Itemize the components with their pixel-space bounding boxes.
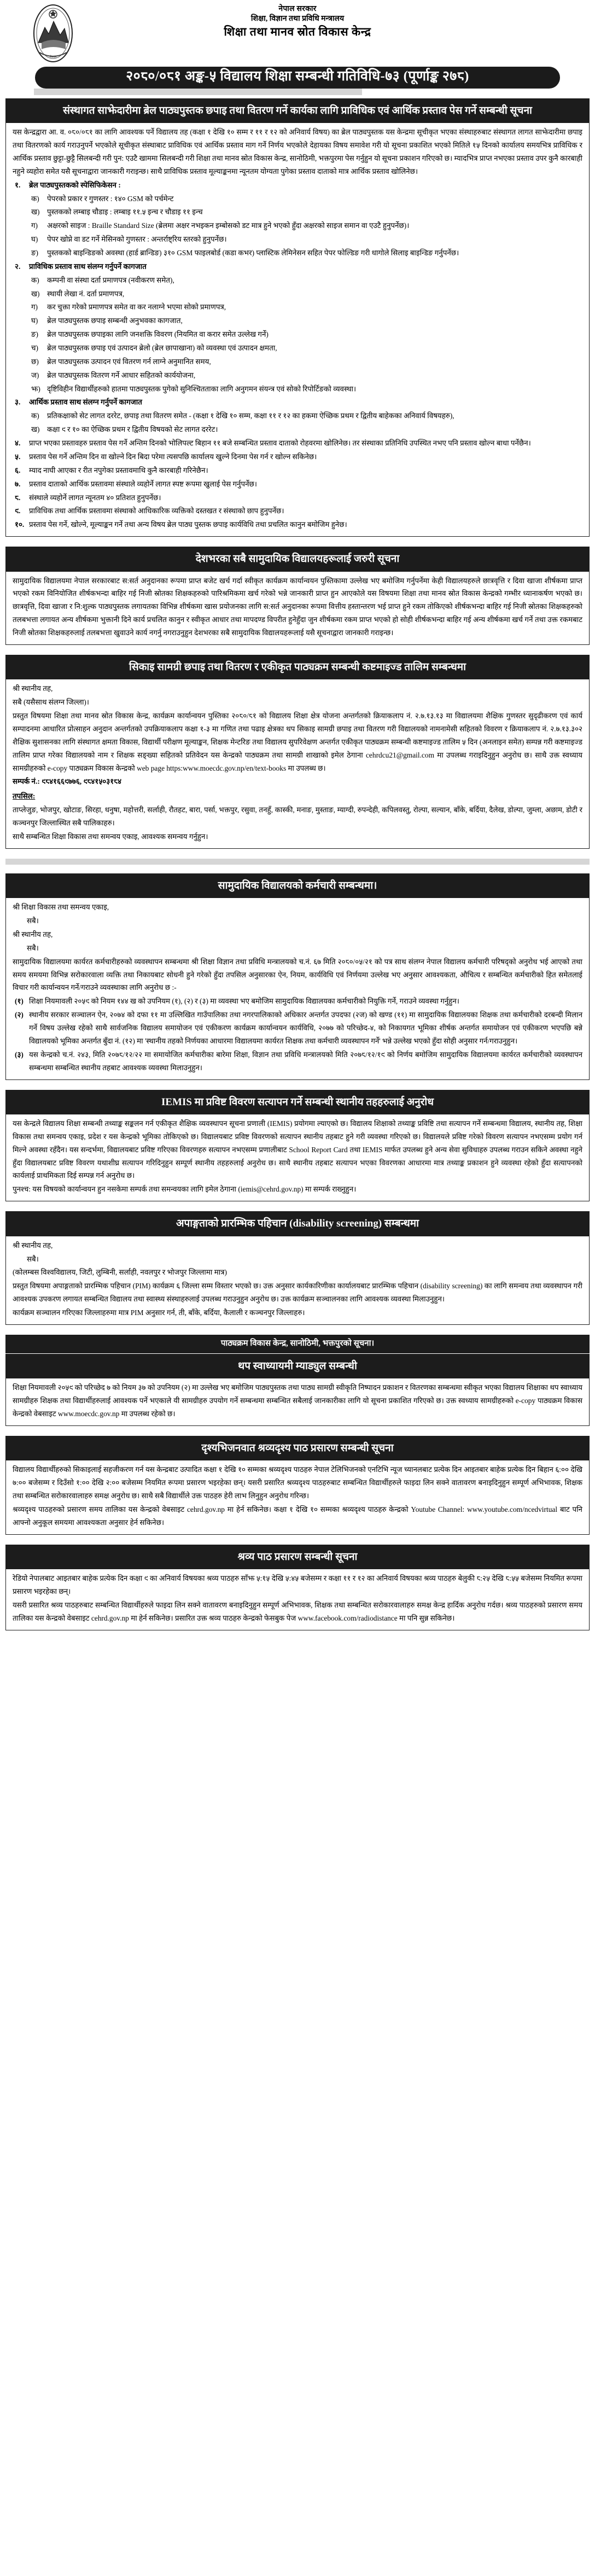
notice-footnote: पुनश्च: यस विषयको कार्यान्वयन हुन नसकेमा सम्पर्क तथा समन्वयका लागि इमेल ठेगाना (iemis@cehrd.gov.np) मा सम्पर्क राख्नुहुन। (13, 1185, 357, 1194)
list-item (13, 301, 582, 314)
notice-body (5, 679, 590, 848)
tapasil-heading (13, 789, 582, 803)
list-marker: घ) (31, 316, 38, 325)
list-text: ब्रेल पाठ्यपुस्तक वितरण गर्ने आधार सहितको कार्ययोजना, (47, 371, 196, 379)
list-item (13, 369, 582, 382)
list-text: कक्षा ९ र १० का ऐच्छिक प्रथम र द्वितीय विषयको सेट लागत दररेट। (47, 425, 218, 434)
list-item (13, 518, 582, 531)
notice-body (5, 1114, 590, 1201)
notice-title: अपाङ्गताको प्रारम्भिक पहिचान (disability screening) सम्बन्धमा (5, 1211, 590, 1236)
list-text: कर चुक्ता गरेको प्रमाणपत्र समेत वा कर नलाग्ने भएमा सोको प्रमाणपत्र, (47, 303, 226, 312)
list-item (13, 383, 582, 396)
list-item (13, 478, 582, 491)
list-item (13, 219, 582, 232)
notice-iemis (5, 1090, 590, 1202)
issue-title-bar: २०८०/०८१ अङ्क-५ विद्यालय शिक्षा सम्बन्धी गतिविधि-७३ (पूर्णाङ्क २७८) (35, 67, 560, 89)
list-marker: (२) (15, 1011, 24, 1019)
list-item (13, 192, 582, 206)
notice-body (5, 1236, 590, 1325)
list-text: स्थायी लेखा नं. दर्ता प्रमाणपत्र, (47, 289, 125, 298)
notice-self-evaluation (5, 1335, 590, 1426)
list-marker: १. (15, 180, 21, 189)
list-marker: (१) (15, 997, 24, 1006)
section-divider (5, 859, 590, 865)
list-item (13, 179, 582, 192)
list-item (13, 1048, 582, 1075)
list-item (13, 328, 582, 341)
decorative-strip (34, 89, 362, 95)
list-item (13, 396, 582, 409)
notice-paragraph: प्रस्तुत विषयमा शिक्षा तथा मानव स्रोत विकास केन्द्र, कार्यक्रम कार्यान्वयन पुस्तिका २०८०/८१ को विद्यालय शिक्षा क्षेत्र योजना अन्तर्गतको क्रियाकलाप नं. २.७.१३.१३ मा विद्यालयमा शैक्षिक गुणस्तर सुदृढीकरण एवं कार्य सम्पादनमा आधारित प्रोत्साहन अनुदान अन्तर्गतको उपक्रियाकलाप कक्षा १-३ मा गणित तथा पढाइ क्षेत्रका थप सिकाइ सामग्री छपाइ तथा वितरण गरी विद्यालयको नामनामेसी सहितको विवरण र क्रियाकलाप नं. २.७.१३.३०२ शैक्षिक सुशासनका लागि संस्थागत क्षमता विकास, विद्यार्थी परीक्षण मूल्याङ्कन, शिक्षक मेन्टरिङ तथा विद्यालय सुपरिवेक्षण अन्तर्गत एकीकृत पाठ्यक्रम सम्बन्धी कष्टमाइज्ड तालिम ५ दिन (अनलाइन समेत) सम्पन्न गरी कष्टमाइज्ड तालिम प्राप्त गरेका विद्यालयको नाम र शिक्षक सङ्ख्या सहितको प्रतिवेदन यस केन्द्रको पाठ्यक्रम तथा सामग्री शाखाको इमेल ठेगाना cehrdcu21@gmail.com मा उपलब्ध गराइदिनुहुन अनुरोध छ। साथै उक्त स्वध्याय सामग्रीहरुको e-copy पाठ्यक्रम विकास केन्द्रको web page https:www.moecdc.gov.np/en/text-books मा उपलब्ध छ। (13, 712, 582, 772)
list-item (13, 1008, 582, 1048)
center-name: शिक्षा तथा मानव स्रोत विकास केन्द्र (224, 25, 371, 38)
notice-paragraph: (कोलम्बस विश्वविद्यालय, जिटी, लुम्बिनी, सर्लाही, नवलपुर र भोजपुर जिल्लामा मात्र) (13, 1268, 228, 1277)
list-marker: ग) (31, 221, 38, 230)
notice-paragraph: शिक्षा नियमावली २०५९ को परिच्छेद ७ को नियम ३७ को उपनियम (२) मा उल्लेख भए बमोजिम पाठ्यपुस्तक तथा पाठ्य सामग्री स्वीकृति निष्पादन प्रकाशन र वितरणका सम्बन्धमा स्वीकृत भएका विद्यालय शिक्षाका थप स्वाध्याय सामग्रीहरु शिक्षक तथा विद्यार्थीहरुलाई आवश्यक पर्ने भएकाले यी सामग्रीहरु उपयोग गर्ने सम्बन्धमा सम्बन्धित सबैलाई जानकारीका लागि यो सूचना प्रकाशित गरिएको छ। उक्त स्वध्याय सामग्रीहरुको e-copy पाठ्यक्रम विकास केन्द्रको वेबसाइट www.moecdc.gov.np मा उपलब्ध रहेको छ। (13, 1383, 582, 1418)
notice-title: दृश्यभिजनवात श्रव्यदृश्य पाठ प्रसारण सम्बन्धी सूचना (5, 1436, 590, 1461)
list-item (13, 247, 582, 260)
list-text: प्राविधिक तथा आर्थिक प्रस्तावमा संस्थाको आधिकारिक व्यक्तिको दस्तखत र संस्थाको छाप हुनुपर्नेछ। (29, 507, 284, 515)
list-marker: ९. (15, 507, 21, 515)
list-marker: क) (31, 412, 39, 420)
list-text: स्थानीय सरकार सञ्चालन ऐन, २०७४ को दफा ११ मा उल्लिखित गाउँपालिका तथा नगरपालिकाको अधिकार अन्तर्गत उपदफा (२ज) को खण्ड (११) मा सामुदायिक विद्यालयका शिक्षक तथा कर्मचारीको दरबन्दी मिलान गर्ने विषय उल्लेख रहेको साथै सार्वजनिक विद्यालय समायोजन एवं एकीकरण कार्यक्रम कार्यान्वयन कार्यविधि, २०७७ को परिच्छेद-४, को निकायगत भूमिका शीर्षक अन्तर्गत समायोजन एवं एकीकरण भएपछि बन्ने विद्यालयको भूमिका अन्तर्गत बुँदा नं. (१२) मा 'स्थानीय तहको निर्णयका आधारमा विद्यालयमा कार्यरत शिक्षक तथा कर्मचारी व्यवस्थापन गर्ने' भन्ने उल्लेख भएको हुँदा सोही अनुसार गर्न/गराउनुहुन। (29, 1011, 582, 1045)
list-marker: घ) (31, 235, 38, 244)
list-item (13, 342, 582, 355)
notice-paragraph: यस केन्द्रद्वारा आ. व. ०८०/०८१ का लागि आवश्यक पर्ने विद्यालय तह (कक्षा १ देखि १० सम्म र ११ र १२ को अनिवार्य विषय) का ब्रेल पाठ्यपुस्तक यस केन्द्रमा सूचीकृत भएका संस्थाहरुबाट संस्थागत लागत साझेदारीमा छपाइ तथा वितरणको कार्य गराउनुपर्ने भएकोले सूचीकृत संस्थाबाट प्राविधिक एवं आर्थिक प्रस्ताव माग गर्ने निर्णय भएकोले देहायका विषय समावेश गरी यो सूचना प्रकाशित भएको मितिले १५ दिनको कार्यालय समयभित्र प्राविधिक र आर्थिक प्रस्ताव छुट्टा-छुट्टै सिलबन्दी गरी पुन: एउटै खाममा सिलबन्दी गरी शिक्षा तथा मानव स्रोत विकास केन्द्र, सानोठिमी, भक्तपुरमा पेस गर्नुहुन यो सूचना प्रकाशन गरिएको छ। म्यादभित्र प्राप्त नभएका प्रस्ताव उपर कुनै कारबाही नहुने व्यहोरा समेत यसै सूचनाद्वारा जानकारी गराइन्छ। साथै प्राविधिक प्रस्ताव मूल्याङ्कनमा न्यूनतम योग्यता पुगेका प्रस्ताव दाताको मात्र आर्थिक प्रस्ताव खोलिनेछ। (13, 128, 582, 175)
list-text: ब्रेल पाठ्यपुस्तक उत्पादन एवं वितरण गर्न लाग्ने अनुमानित समय, (47, 357, 211, 366)
list-marker: क) (31, 275, 39, 284)
list-marker: ख) (31, 289, 40, 298)
nepal-emblem-icon (32, 3, 74, 63)
list-marker: ख) (31, 425, 40, 434)
list-text: संस्थाले व्यहोर्ने लागत न्यूनतम ४० प्रतिशत हुनुपर्नेछ। (29, 493, 161, 502)
closing-line: साथै सम्बन्धित शिक्षा विकास तथा समन्वय एकाइ, आवश्यक समन्वय गर्नुहुन। (13, 832, 208, 841)
list-text: प्रतिकक्षाको सेट लागत दररेट, छपाइ तथा वितरण समेत - (कक्षा १ देखि १० सम्म, कक्षा ११ र १२ का हकमा ऐच्छिक प्रथम र द्वितीय बाहेकका अनिवार्य विषयहरु), (47, 412, 454, 420)
list-text: ब्रेल पाठ्यपुस्तक छपाइ एवं उत्पादन ब्रेलो (ब्रेल छापाखाना) को व्यवस्था एवं उत्पादन क्षमता, (47, 344, 277, 353)
list-marker: ङ) (31, 330, 38, 339)
list-marker: ८. (15, 493, 21, 502)
list-marker: ङ) (31, 249, 38, 257)
list-item (13, 206, 582, 219)
list-marker: ५. (15, 452, 21, 461)
addressee-line: श्री स्थानीय तह, (13, 930, 53, 939)
list-text: दृष्टिविहीन विद्यार्थीहरुको हातमा पाठ्यपुस्तक पुगेको सुनिश्चितताका लागि अनुगमन संयन्त्र एवं सोको रिपोर्टिङको व्यवस्था। (47, 384, 357, 393)
notice-body (5, 1460, 590, 1534)
list-text: शिक्षा नियमावली २०५९ को नियम १४४ ख को उपनियम (१), (२) र (३) मा व्यवस्था भए बमोजिम सामुदायिक विद्यालयका कर्मचारीको नियुक्ति गर्ने, गराउने व्यवस्था गर्नुहुन। (29, 997, 459, 1006)
contact-number: सम्पर्क नं.: ९८४१६६९७७६, ९८४१५०३१८४ (13, 777, 122, 786)
list-marker: (३) (15, 1050, 24, 1059)
notice-paragraph: विद्यालय विद्यार्थीहरुको सिकाइलाई सहजीकरण गर्न यस केन्द्रबाट उत्पादित कक्षा १ देखि १० सम्मका श्रव्यदृश्य पाठहरु नेपाल टेलिभिजनको एनटिभि न्यूज च्यानलबाट प्रत्येक दिन आइतबार बाहेक प्रत्येक दिन बिहान ६:०० देखि ७:०० बजेसम्म र दिउँसो १:०० देखि २:०० बजेसम्म नियमित रूपमा प्रसारण भइरहेका छन्। यसरी प्रसारित श्रव्यदृश्य पाठहरुबाट सम्बन्धित विद्यार्थीहरुले फाइदा लिन सक्ने वातावरण बनाइदिनुहुन सम्पूर्ण अभिभावक, शिक्षक तथा सम्बन्धित सरोकारवालाहरु समक्ष अनुरोध छ। साथै सबै विद्यार्थीले उक्त पाठहरु हेरी लाभ लिनुहुन अनुरोध गरिन्छ। (13, 1465, 582, 1500)
notice-paragraph: रेडियो नेपालबाट आइतबार बाहेक प्रत्येक दिन कक्षा ९ का अनिवार्य विषयका श्रव्य पाठहरु साँझ ५:१५ देखि ५:४५ बजेसम्म र कक्षा ११ र १२ का अनिवार्य विषयका श्रव्य पाठहरु बेलुकी ८:२५ देखि ८:५५ बजेसम्म नियमित रूपमा प्रसारण भइरहेका छन्। (13, 1574, 582, 1596)
list-text: ब्रेल पाठ्यपुस्तक छपाइका लागि जनशक्ति विवरण (नियमित वा करार समेत उल्लेख गर्ने) (47, 330, 269, 339)
addressee-line: सबै। (27, 917, 39, 925)
list-item (13, 423, 582, 436)
notice-body (5, 123, 590, 537)
list-marker: ७. (15, 479, 21, 488)
notice-paragraph: प्रस्तुत विषयमा अपाङ्गताको प्रारम्भिक पहिचान (PIM) कार्यक्रम ६ जिल्ला सम्म विस्तार भएको छ। उक्त अनुसार कार्यकारिणीका कार्यालयबाट प्रारम्भिक पहिचान (disability screening) का लागि समन्वय तथा व्यवस्थापन गरी आवश्यक उपकरण लगायत सम्बन्धित विद्यालय तथा स्वास्थ्य संस्थाहरुलाई उपलब्ध गराउनुहुन अनुरोध छ। उक्त कार्यक्रम सञ्चालनका लागि आवश्यक व्यवस्था मिलाउनुहुन। (13, 1282, 582, 1304)
list-text: म्याद नाघी आएका र रीत नपुगेका प्रस्तावमाथि कुनै कारबाही गरिनेछैन। (29, 466, 208, 474)
list-item (13, 355, 582, 368)
notice-body (5, 1378, 590, 1426)
list-item (13, 274, 582, 287)
notice-title: सामुदायिक विद्यालयको कर्मचारी सम्बन्धमा। (5, 873, 590, 899)
list-marker: च) (31, 344, 38, 353)
list-text: प्रस्ताव पेस गर्ने अन्तिम दिन वा खोल्ने दिन बिदा परेमा त्यसपछि कार्यालय खुल्ने दिनमा पेस गर्न र खोल्न सकिनेछ। (29, 452, 317, 461)
notice-audio-broadcast (5, 1545, 590, 1630)
list-marker: ३. (15, 398, 21, 407)
list-marker: १०. (15, 520, 25, 529)
list-marker: झ) (31, 384, 40, 393)
notice-community-school-budget (5, 547, 590, 645)
list-text: प्रस्ताव दाताको आर्थिक प्रस्तावमा संस्थाले व्यहोर्ने लागत स्पष्ट रूपमा खुलाई पेस गर्नुपर्नेछ। (29, 479, 257, 488)
list-text: प्रस्ताव पेस गर्ने, खोल्ने, मूल्याङ्कन गर्ने तथा अन्य विषय ब्रेल पाठ्य पुस्तक छपाइ कार्यविधि तथा प्रचलित कानुन बमोजिम हुनेछ। (29, 520, 347, 529)
list-text: प्राप्त भएका प्रस्तावहरु प्रस्ताव पेस गर्ने अन्तिम दिनको भोलिपल्ट बिहान ११ बजे सम्बन्धित प्रस्ताव दाताको रोहवरमा खोलिनेछ। तर संस्थाका प्रतिनिधि उपस्थित नभए पनि प्रस्ताव खोल्न बाधा पर्नेछैन। (29, 439, 531, 448)
list-item (13, 504, 582, 518)
notice-paragraph: यस केन्द्रले विद्यालय शिक्षा सम्बन्धी तथ्याङ्क सङ्कलन गर्न एकीकृत शैक्षिक व्यवस्थापन सूचना प्रणाली (IEMIS) प्रयोगमा ल्याएको छ। विद्यालय शिक्षाको तथ्याङ्क प्रविष्टि तथा सत्यापन गर्ने सम्बन्धमा विद्यालय, स्थानीय तह, शिक्षा विकास तथा समन्वय एकाइ, प्रदेश र यस केन्द्रको भूमिका तोकिएको छ। विद्यालयबाट प्रविष्ट विवरणको सत्यापन स्थानीय तहबाट हुने गरी व्यवस्था गरिएको छ। विद्यालयले प्रविष्ट गरेको विवरण सत्यापन नभएसम्म प्रयोग गर्न मिल्ने अवस्था रहँदैन। यस सन्दर्भमा, विद्यालयबाट प्रविष्ट गरिएका विवरणहरु सत्यापन नभएसम्म प्रणालीबाट School Report Card तथा IEMIS मार्फत उपलब्ध हुने अन्य सेवा सुविधाहरु उपलब्ध गराउन सकिने अवस्था नहुने हुँदा विद्यालयबाट प्रविष्ट विवरण यथाशीघ्र सत्यापन गरिदिनुहुन सम्पूर्ण स्थानीय तहहरुलाई अनुरोध छ। साथै स्थानीय तहबाट सत्यापन भएका विवरणका आधारमा मात्र तथ्याङ्क प्रकाशन हुने व्यवस्था रहेको हुँदा सत्यापनको कार्यलाई प्राथमिकता दिई सम्पन्न गर्न अनुरोध छ। (13, 1119, 582, 1180)
ministry-name: शिक्षा, विज्ञान तथा प्रविधि मन्त्रालय (250, 14, 345, 23)
list-item (13, 464, 582, 477)
notice-av-broadcast (5, 1436, 590, 1535)
list-text: पुस्तकको बाइन्डिङको अवस्था (हार्ड ब्रान्डिङ) ३१० GSM फाइलबोर्ड (कडा कभर) प्लास्टिक लेमिनेसन सहित पेपर फोल्डिङ गरी धागोले सिलाइ बाइन्डिङ गर्नुपर्नेछ। (47, 249, 459, 257)
notice-school-staff (5, 873, 590, 1080)
list-text: यस केन्द्रको च.नं. २४३, मिति २०७८/१२/२२ मा समायोजित कर्मचारीका बारेमा शिक्षा, विज्ञान तथा प्रविधि मन्त्रालयको मिति २०७८/१२/१९ को निर्णय बमोजिम सामुदायिक विद्यालयमा कार्यरत कर्मचारीको व्यवस्थापन सम्बन्धमा सम्बन्धित स्थानीय तहबाट आवश्यक व्यवस्था मिलाउनुहुन। (29, 1050, 582, 1072)
notice-body (5, 1569, 590, 1630)
list-item (13, 287, 582, 301)
masthead-text (5, 2, 590, 39)
notice-title: देशभरका सबै सामुदायिक विद्यालयहरूलाई जरुरी सूचना (5, 547, 590, 572)
list-item (13, 233, 582, 246)
notice-disability-screening (5, 1211, 590, 1325)
list-text: अक्षरको साइज : Braille Standard Size (ब्रेलमा अक्षर नभइकन इम्बोसको डट मात्र हुने भएको हुँदा अक्षरको साइज समान वा एउटै हुनुपर्नेछ)। (47, 221, 410, 230)
list-item (13, 437, 582, 450)
list-marker: छ) (31, 357, 39, 366)
list-item (13, 409, 582, 423)
list-item (13, 491, 582, 504)
addressee-line: श्री शिक्षा विकास तथा समन्वय एकाइ, (13, 903, 109, 912)
list-marker: क) (31, 194, 39, 203)
list-text: पेपरको प्रकार र गुणस्तर : १४० GSM को पर्चमेन्ट (47, 194, 174, 203)
list-text: ब्रेल पाठ्यपुस्तक छपाइ सम्बन्धी अनुभवका कागजात, (47, 316, 183, 325)
list-marker: ख) (31, 208, 40, 216)
addressee-line: श्री स्थानीय तह, (13, 1241, 53, 1249)
addressee-line: सबै (यसैसाथ संलग्न जिल्ला)। (13, 698, 89, 707)
list-item (13, 260, 582, 273)
list-marker: ज) (31, 371, 39, 379)
notice-customized-training (5, 655, 590, 849)
list-marker: ४. (15, 439, 21, 448)
addressee-line: सबै। (27, 1254, 39, 1263)
notice-paragraph: कार्यक्रम सञ्चालन गरिएका जिल्लाहरुमा मात्र PIM अनुसार गर्न, ती, बाँके, बर्दिया, कैलाली र कञ्चनपुर जिल्लाहरु। (13, 1308, 305, 1317)
tapasil-label: तपसिल: (13, 792, 36, 801)
notice-paragraph: सामुदायिक विद्यालयमा नेपाल सरकारबाट स:सर्त अनुदानका रूपमा प्राप्त बजेट खर्च गर्दा स्वीकृत कार्यक्रम कार्यान्वयन पुस्तिकामा उल्लेख भए बमोजिम गर्नुपर्नेमा केही विद्यालयहरुले छात्रवृत्ति र दिवा खाजा शीर्षकमा प्राप्त भएको रकम विनियोजित शीर्षकभन्दा बाहिर गई निजी स्रोतका शिक्षकहरुको पारिश्रमिकमा खर्च गरेको भन्ने जानकारी प्राप्त हुन आएकोले यस विषयमा शिक्षा तथा मानव स्रोत विकास केन्द्रको गम्भीर ध्यानाकर्षण भएको छ। छात्रवृत्ति, दिवा खाजा र नि:शुल्क पाठ्यपुस्तक लगायतका विभिन्न शीर्षकमा खास प्रयोजनका लागि स:सर्त अनुदानका रूपमा वित्तीय हस्तान्तरण भई प्राप्त हुने रकम तोकिएको शीर्षकभन्दा बाहिर गई निजी स्रोतका शिक्षकहरुको तलबभत्ता लगायत अन्य शीर्षकमा भुक्तानी दिने कार्य प्रचलित कानुन र स्वीकृत आधार तथा मापदण्ड विपरीत हुनेहुँदा जुन शीर्षकमा रकम प्राप्त भएको हो सोही शीर्षकभन्दा बाहिर गई अन्य शीर्षकमा खर्च गर्ने तथा उक्त रकमबाट निजी स्रोतका शिक्षकहरुलाई तलबभत्ता खुवाउने कार्य नगर्नु नगराउनुहुन देशभरका सबै सामुदायिक विद्यालयहरूलाई यसै सूचनाद्वारा जानकारी गराइन्छ। (13, 576, 582, 637)
notice-subtitle: पाठ्यक्रम विकास केन्द्र, सानोठिमी, भक्तपुरको सूचना। (5, 1335, 590, 1353)
list-item (13, 450, 582, 463)
notice-paragraph: श्रव्यदृश्य पाठहरुको प्रसारण समय तालिका यस केन्द्रको वेबसाइट cehrd.gov.np मा हेर्न सकिनेछ। कक्षा १ देखि १० सम्मका श्रव्यदृश्य पाठहरु केन्द्रको Youtube Channel: www.youtube.com/ncedvirtual बाट पनि आफ्नो अनुकूल समयमा आवश्यकता अनुसार हेर्न सकिनेछ। (13, 1505, 582, 1527)
list-text: आर्थिक प्रस्ताव साथ संलग्न गर्नुपर्ने कागजात (29, 398, 142, 407)
district-list: ताप्लेजुङ, भोजपुर, खोटाङ, सिरहा, धनुषा, महोत्तरी, सर्लाही, रौतहट, बारा, पर्सा, भक्तपुर, रसुवा, तनहुँ, कास्की, मनाङ, मुस्ताङ, म्याग्दी, रुपन्देही, कपिलवस्तु, रोल्पा, सल्यान, बाँके, बर्दिया, दैलेख, डोल्पा, जुम्ला, अछाम, डोटी र कञ्चनपुर जिल्लास्थित सबै पालिकाहरु। (13, 806, 582, 828)
list-text: पेपर खोप्ने वा डट गर्ने मेसिनको गुणस्तर : अन्तर्राष्ट्रिय स्तरको हुनुपर्नेछ। (47, 235, 227, 244)
notice-title: श्रव्य पाठ प्रसारण सम्बन्धी सूचना (5, 1545, 590, 1570)
list-marker: ६. (15, 466, 21, 474)
notice-title: थप स्वाध्यायमी म्याड्युल सम्बन्धी (5, 1353, 590, 1379)
list-text: पुस्तकको लम्बाइ चौडाइ : लम्बाइ ११.५ इन्च र चौडाइ ११ इन्च (47, 208, 203, 216)
notice-body (5, 898, 590, 1079)
notice-title: संस्थागत साझेदारीमा ब्रेल पाठ्यपुस्तक छपाइ तथा वितरण गर्ने कार्यका लागि प्राविधिक एवं आर्थिक प्रस्ताव पेस गर्ने सम्बन्धी सूचना (5, 98, 590, 124)
government-name: नेपाल सरकार (278, 5, 317, 13)
notice-body (5, 572, 590, 645)
notice-title: IEMIS मा प्रविष्ट विवरण सत्यापन गर्ने सम्बन्धी स्थानीय तहहरुलाई अनुरोध (5, 1090, 590, 1115)
list-text: कम्पनी वा संस्था दर्ता प्रमाणपत्र (नवीकरण समेत), (47, 275, 174, 284)
list-marker: ग) (31, 303, 38, 312)
masthead (5, 2, 590, 63)
addressee-line: सबै। (27, 943, 39, 952)
notice-paragraph: यसरी प्रसारित श्रव्य पाठहरुबाट सम्बन्धित विद्यार्थीहरुले फाइदा लिन सक्ने वातावरण बनाइदिनुहुन सम्पूर्ण अभिभावक, शिक्षक तथा सम्बन्धित सरोकारवालाहरु समक्ष केन्द्र हार्दिक अनुरोध गर्दछ। श्रव्य पाठहरुको प्रसारण समय तालिका यस केन्द्रको वेबसाइट cehrd.gov.np मा हेर्न सकिनेछ। प्रसारित उक्त श्रव्य पाठहरु केन्द्रको फेसबुक पेज www.facebook.com/radiodistance मा पनि सुन्न सकिनेछ। (13, 1600, 582, 1622)
list-item (13, 314, 582, 327)
svg-text:नेपाल: नेपाल (49, 56, 57, 59)
notice-paragraph: सामुदायिक विद्यालयमा कार्यरत कर्मचारीहरुको व्यवस्थापन सम्बन्धमा श्री शिक्षा विज्ञान तथा प्रविधि मन्त्रालयको च.नं. ६७ मिति २०८०/०५/२१ को पत्र साथ संलग्न नेपाल विद्यालय कर्मचारी परिषद्को अनुरोध भई आएको तथा समय समयमा विभिन्न सरोकारवाला व्यक्ति तथा निकायबाट सोधनी हुने गरेको हुँदा तपसिल अनुसारका ऐन, नियम, कार्यविधि एवं निर्णयमा उल्लेख भए अनुसार आवश्यकता, औचित्य र सम्बन्धित कर्मचारीको हित समेतलाई विचार गरी कार्यान्वयन गर्ने/गराउने व्यवस्थाका लागि अनुरोध छ :- (13, 957, 582, 992)
list-text: ब्रेल पाठ्यपुस्तकको स्पेसिफिकेसन : (29, 180, 121, 189)
notice-braille-tender (5, 98, 590, 537)
list-item (13, 995, 582, 1008)
list-marker: २. (15, 262, 21, 271)
addressee-line: श्री स्थानीय तह, (13, 684, 53, 693)
list-text: प्राविधिक प्रस्ताव साथ संलग्न गर्नुपर्ने कागजात (29, 262, 147, 271)
notice-title: सिकाइ सामग्री छपाइ तथा वितरण र एकीकृत पाठ्यक्रम सम्बन्धी कष्टमाइज्ड तालिम सम्बन्धमा (5, 655, 590, 680)
